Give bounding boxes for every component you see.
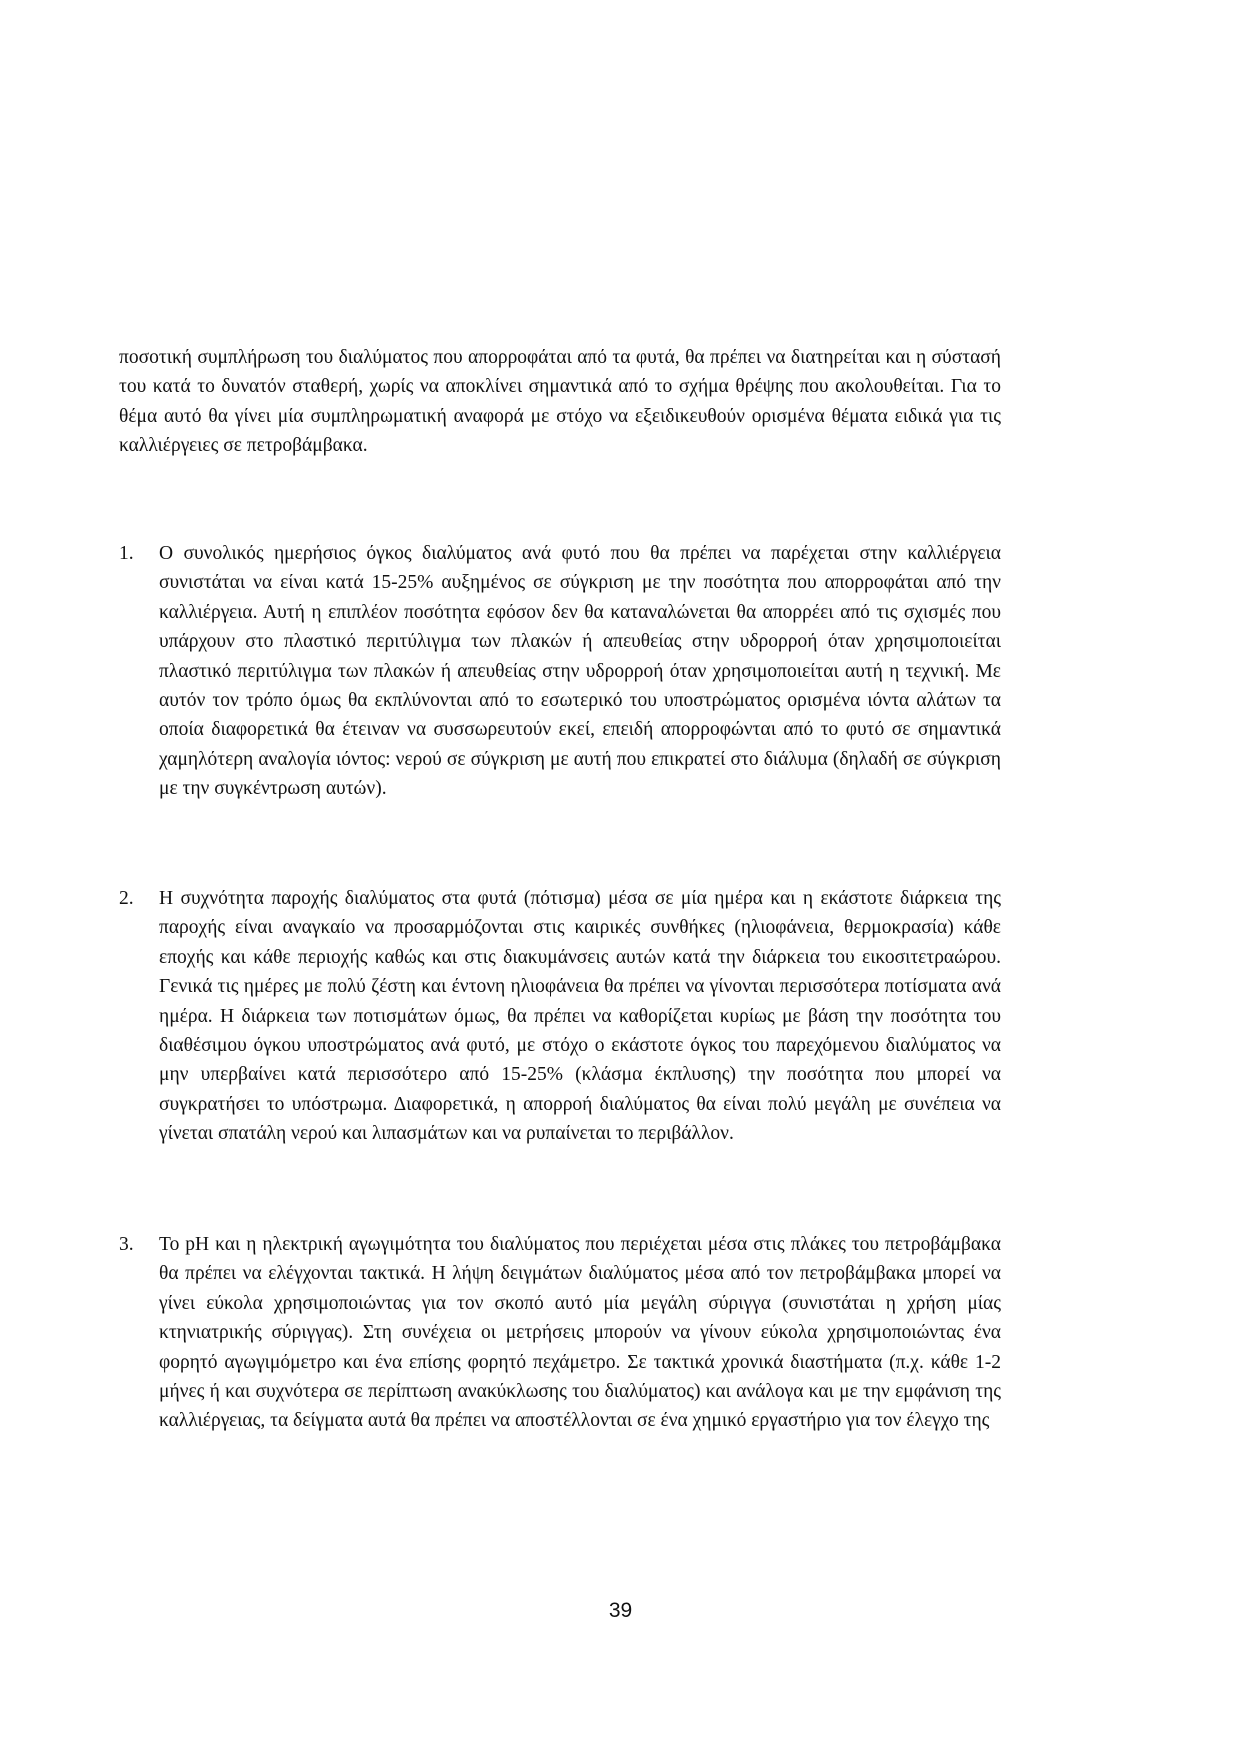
list-item-text: Η συχνότητα παροχής διαλύματος στα φυτά (πότισμα) μέσα σε μία ημέρα και η εκάστοτε διάρκεια της παροχής είναι αναγκαίο να προσαρμόζονται στις καιρικές συνθήκες (ηλιοφάνεια, θερμοκρασία) κάθε εποχής και κάθε περιοχής καθώς και στις διακυμάνσεις αυτών κατά την διάρκεια του εικοσιτετραώρου. Γενικά τις ημέρες με πολύ ζέστη και έντονη ηλιοφάνεια θα πρέπει να γίνονται περισσότερα ποτίσματα ανά ημέρα. Η διάρκεια των ποτισμάτων όμως, θα πρέπει να καθορίζεται κυρίως με βάση την ποσότητα του διαθέσιμου όγκου υποστρώματος ανά φυτό, με στόχο ο εκάστοτε όγκος του παρεχόμενου διαλύματος να μην υπερβαίνει κατά περισσότερο από 15-25% (κλάσμα έκπλυσης) την ποσότητα που μπορεί να συγκρατήσει το υπόστρωμα. Διαφορετικά, η απορροή διαλύματος θα είναι πολύ μεγάλη με συνέπεια να γίνεται σπατάλη νερού και λιπασμάτων και να ρυπαίνεται το περιβάλλον.	[159, 888, 1001, 1145]
list-item	[119, 1230, 1001, 1436]
list-item-text: Ο συνολικός ημερήσιος όγκος διαλύματος ανά φυτό που θα πρέπει να παρέχεται στην καλλιέργεια συνιστάται να είναι κατά 15-25% αυξημένος σε σύγκριση με την ποσότητα που απορροφάται από την καλλιέργεια. Αυτή η επιπλέον ποσότητα εφόσον δεν θα καταναλώνεται θα απορρέει από τις σχισμές που υπάρχουν στο πλαστικό περιτύλιγμα των πλακών ή απευθείας στην υδρορροή όταν χρησιμοποιείται πλαστικό περιτύλιγμα των πλακών ή απευθείας στην υδρορροή όταν χρησιμοποιείται αυτή η τεχνική. Με αυτόν τον τρόπο όμως θα εκπλύνονται από το εσωτερικό του υποστρώματος ορισμένα ιόντα αλάτων τα οποία διαφορετικά θα έτειναν να συσσωρευτούν εκεί, επειδή απορροφώνται από το φυτό σε σημαντικά χαμηλότερη αναλογία ιόντος: νερού σε σύγκριση με αυτή που επικρατεί στο διάλυμα (δηλαδή σε σύγκριση με την συγκέντρωση αυτών).	[159, 543, 1001, 800]
page-number: 39	[608, 1599, 633, 1622]
list-item	[119, 539, 1001, 804]
list-item-number: 1.	[119, 543, 134, 564]
list-item-text: Το pH και η ηλεκτρική αγωγιμότητα του διαλύματος που περιέχεται μέσα στις πλάκες του πετροβάμβακα θα πρέπει να ελέγχονται τακτικά. Η λήψη δειγμάτων διαλύματος μέσα από τον πετροβάμβακα μπορεί να γίνει εύκολα χρησιμοποιώντας για τον σκοπό αυτό μία μεγάλη σύριγγα (συνιστάται η χρήση μίας κτηνιατρικής σύριγγας). Στη συνέχεια οι μετρήσεις μπορούν να γίνουν εύκολα χρησιμοποιώντας ένα φορητό αγωγιμόμετρο και ένα επίσης φορητό πεχάμετρο. Σε τακτικά χρονικά διαστήματα (π.χ. κάθε 1-2 μήνες ή και συχνότερα σε περίπτωση ανακύκλωσης του διαλύματος) και ανάλογα και με την εμφάνιση της καλλιέργειας, τα δείγματα αυτά θα πρέπει να αποστέλλονται σε ένα χημικό εργαστήριο για τον έλεγχο της	[159, 1234, 1001, 1432]
list-item-number: 2.	[119, 888, 134, 909]
intro-paragraph: ποσοτική συμπλήρωση του διαλύματος που απορροφάται από τα φυτά, θα πρέπει να διατηρείται και η σύστασή του κατά το δυνατόν σταθερή, χωρίς να αποκλίνει σημαντικά από το σχήμα θρέψης που ακολουθείται. Για το θέμα αυτό θα γίνει μία συμπληρωματική αναφορά με στόχο να εξειδικευθούν ορισμένα θέματα ειδικά για τις καλλιέργειες σε πετροβάμβακα.	[119, 347, 1001, 457]
list-item	[119, 884, 1001, 1149]
list-item-number: 3.	[119, 1234, 134, 1255]
